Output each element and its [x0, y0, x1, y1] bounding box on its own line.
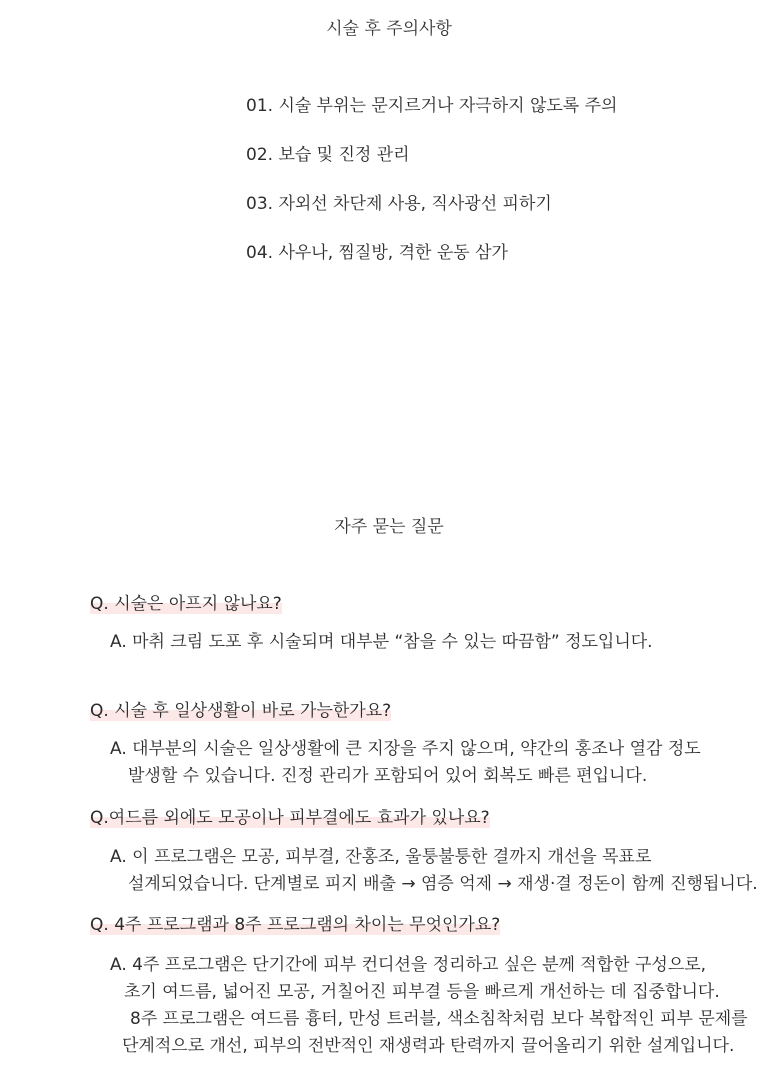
- faq-answer-line: 설계되었습니다. 단계별로 피지 배출 → 염증 억제 → 재생·결 정돈이 함께 진행됩니다.: [128, 874, 758, 894]
- faq-answer-line: 발생할 수 있습니다. 진정 관리가 포함되어 있어 회복도 빠른 편입니다.: [128, 766, 648, 786]
- faq-answer-1: [110, 629, 653, 656]
- faq-answer-3: [110, 844, 758, 898]
- caution-item: 03. 자외선 차단제 사용, 직사광선 피하기: [246, 194, 552, 214]
- faq-question-4: Q. 4주 프로그램과 8주 프로그램의 차이는 무엇인가요?: [90, 915, 501, 935]
- caution-item: 02. 보습 및 진정 관리: [246, 145, 410, 165]
- faq-answer-line: A. 마취 크림 도포 후 시술되며 대부분 “참을 수 있는 따끔함” 정도입니다.: [110, 632, 653, 652]
- caution-item: 04. 사우나, 찜질방, 격한 운동 삼가: [246, 243, 508, 263]
- faq-answer-line: A. 4주 프로그램은 단기간에 피부 컨디션을 정리하고 싶은 분께 적합한 구성으로,: [110, 955, 707, 975]
- faq-answer-2: [110, 736, 701, 790]
- faq-question-3: Q.여드름 외에도 모공이나 피부결에도 효과가 있나요?: [90, 808, 490, 828]
- caution-list: [246, 94, 617, 290]
- faq-section-title: 자주 묻는 질문: [334, 517, 444, 537]
- faq-answer-line: A. 이 프로그램은 모공, 피부결, 잔홍조, 울퉁불퉁한 결까지 개선을 목표로: [110, 847, 652, 867]
- faq-answer-line: A. 대부분의 시술은 일상생활에 큰 지장을 주지 않으며, 약간의 홍조나 열감 정도: [110, 739, 701, 759]
- faq-question-1: Q. 시술은 아프지 않나요?: [90, 594, 282, 614]
- faq-question-2: Q. 시술 후 일상생활이 바로 가능한가요?: [90, 701, 392, 721]
- caution-item: 01. 시술 부위는 문지르거나 자극하지 않도록 주의: [246, 96, 618, 116]
- faq-answer-4: [110, 952, 748, 1060]
- faq-answer-line: 초기 여드름, 넓어진 모공, 거칠어진 피부결 등을 빠르게 개선하는 데 집중합니다.: [124, 982, 720, 1002]
- caution-section-title: 시술 후 주의사항: [326, 19, 452, 39]
- faq-answer-line: 8주 프로그램은 여드름 흉터, 만성 트러블, 색소침착처럼 보다 복합적인 피부 문제를: [130, 1009, 748, 1029]
- faq-answer-line: 단계적으로 개선, 피부의 전반적인 재생력과 탄력까지 끌어올리기 위한 설계입니다.: [122, 1036, 735, 1056]
